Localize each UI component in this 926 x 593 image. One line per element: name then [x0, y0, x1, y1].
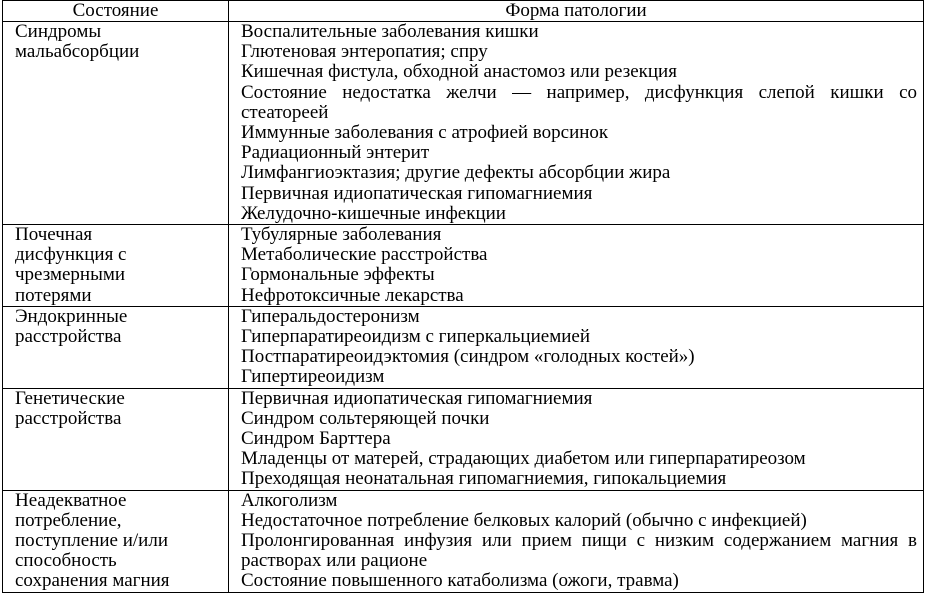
form-item: Радиационный энтерит [241, 142, 430, 164]
condition-cell [3, 490, 229, 592]
condition-line: расстройства [15, 407, 122, 429]
form-item: Пролонгированная инфузия или прием пищи с низким содержанием магния в растворах или рационе [241, 530, 917, 572]
condition-cell [3, 22, 229, 225]
forms-cell [229, 388, 924, 490]
form-item: Состояние повышенного катаболизма (ожоги, травма) [241, 570, 679, 592]
form-item: Гиперпаратиреоидизм с гиперкальциемией [241, 326, 590, 348]
form-item: Алкоголизм [241, 489, 338, 511]
condition-line: Эндокринные [15, 305, 128, 327]
condition-line: расстройства [15, 326, 122, 348]
condition-line: Генетические [15, 387, 125, 409]
condition-line: Синдромы [15, 21, 102, 42]
form-item: Тубулярные заболевания [241, 224, 442, 246]
condition-line: сохранения магния [15, 570, 170, 592]
form-item: Гипертиреоидизм [241, 366, 385, 388]
form-item: Воспалительные заболевания кишки [241, 21, 539, 42]
form-item: Младенцы от матерей, страдающих диабетом или гиперпаратиреозом [241, 448, 806, 470]
header-row [3, 1, 924, 22]
pathology-table [2, 0, 924, 593]
forms-cell [229, 225, 924, 307]
condition-line: Почечная [15, 224, 93, 246]
forms-cell [229, 306, 924, 388]
table-row [3, 225, 924, 307]
form-item: Первичная идиопатическая гипомагниемия [241, 182, 593, 204]
form-item: Недостаточное потребление белковых калорий (обычно с инфекцией) [241, 509, 807, 531]
condition-line: потерями [15, 284, 92, 306]
form-item: Синдром Барттера [241, 428, 391, 450]
form-item: Глютеновая энтеропатия; спру [241, 41, 488, 63]
header-condition: Состояние [3, 1, 229, 22]
condition-line: чрезмерными [15, 264, 126, 286]
condition-line: потребление, [15, 509, 122, 531]
condition-cell [3, 388, 229, 490]
form-item: Нефротоксичные лекарства [241, 284, 464, 306]
form-item: Первичная идиопатическая гипомагниемия [241, 387, 593, 409]
table-row [3, 22, 924, 225]
table-row [3, 490, 924, 592]
form-item: Синдром сольтеряющей почки [241, 407, 490, 429]
condition-line: способность [15, 550, 117, 572]
form-item: Преходящая неонатальная гипомагниемия, гипокальциемия [241, 468, 727, 490]
forms-cell [229, 490, 924, 592]
condition-line: мальабсорбции [15, 41, 140, 63]
table-row [3, 306, 924, 388]
form-item: Лимфангиоэктазия; другие дефекты абсорбции жира [241, 162, 671, 184]
table-row [3, 388, 924, 490]
form-item: Гиперальдостеронизм [241, 305, 420, 327]
form-item: Гормональные эффекты [241, 264, 435, 286]
condition-cell [3, 306, 229, 388]
form-item: Кишечная фистула, обходной анастомоз или резекция [241, 61, 677, 83]
header-forms: Форма патологии [229, 1, 924, 22]
condition-cell [3, 225, 229, 307]
form-item: Постпаратиреоидэктомия (синдром «голодных костей») [241, 346, 695, 368]
forms-cell [229, 22, 924, 225]
condition-line: дисфункция с [15, 244, 127, 266]
form-item: Состояние недостатка желчи — например, дисфункция слепой кишки со стеатореей [241, 81, 917, 123]
form-item: Метаболические расстройства [241, 244, 488, 266]
form-item: Желудочно-кишечные инфекции [241, 202, 506, 224]
condition-line: Неадекватное [15, 489, 127, 511]
condition-line: поступление и/или [15, 530, 168, 552]
form-item: Иммунные заболевания с атрофией ворсинок [241, 122, 609, 144]
